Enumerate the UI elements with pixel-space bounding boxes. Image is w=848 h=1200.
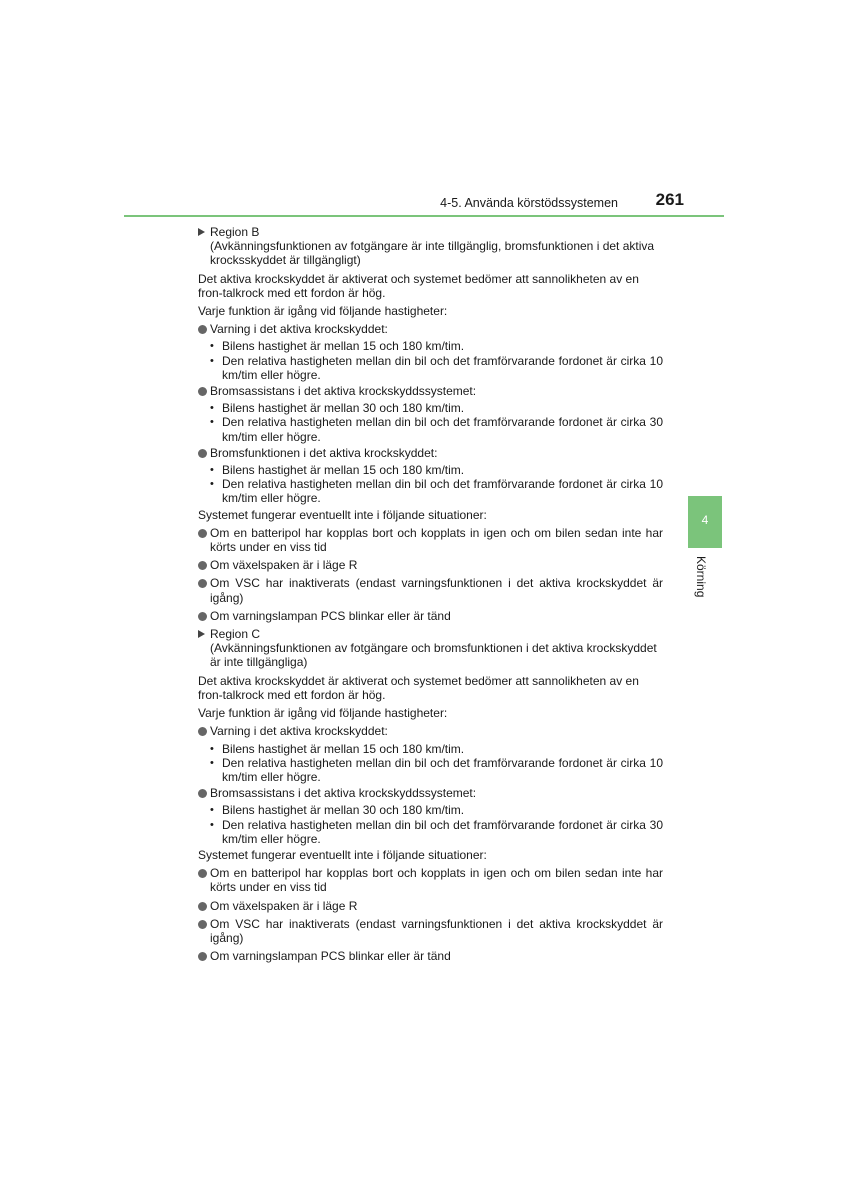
region-c-heading [198, 627, 663, 670]
region-b-heading [198, 225, 663, 268]
function-title: Bromsassistans i det aktiva krockskyddssystemet: [210, 384, 477, 399]
region-b-situations-intro: Systemet fungerar eventuellt inte i följande situationer: [198, 507, 487, 522]
region-b-function-1 [198, 322, 663, 382]
region-c-intro: Det aktiva krockskyddet är aktiverat och systemet bedömer att sannolikheten av en fron-talkrock med ett fordon är hög. [198, 673, 639, 702]
list-item: • Den relativa hastigheten mellan din bil och det framförvarande fordonet är cirka 30 km/tim eller högre. [210, 817, 663, 846]
region-b-intro: Det aktiva krockskyddet är aktiverat och systemet bedömer att sannolikheten av en fron-talkrock med ett fordon är hög. [198, 271, 639, 300]
list-item: • Den relativa hastigheten mellan din bil och det framförvarande fordonet är cirka 10 km/tim eller högre. [210, 353, 663, 382]
list-item: • Den relativa hastigheten mellan din bil och det framförvarande fordonet är cirka 30 km/tim eller högre. [210, 415, 663, 444]
chapter-tab [688, 496, 722, 548]
function-title: Varning i det aktiva krockskyddet: [210, 322, 388, 337]
circle-bullet-icon [198, 869, 207, 878]
situation-item: Om växelspaken är i läge R [198, 899, 663, 913]
list-item: • Bilens hastighet är mellan 15 och 180 km/tim. [210, 339, 465, 354]
function-title: Bromsfunktionen i det aktiva krockskyddet: [210, 445, 438, 460]
list-item: • Bilens hastighet är mellan 15 och 180 km/tim. [210, 463, 465, 478]
situation-item: Om växelspaken är i läge R [198, 558, 663, 572]
region-b-speeds-intro: Varje funktion är igång vid följande hastigheter: [198, 304, 448, 319]
page-number: 261 [655, 190, 684, 209]
circle-bullet-icon [198, 612, 207, 621]
situation-item: Om VSC har inaktiverats (endast varningsfunktionen i det aktiva krockskyddet är igång) [198, 917, 663, 945]
region-c-situations-intro: Systemet fungerar eventuellt inte i följande situationer: [198, 847, 487, 862]
list-item: • Bilens hastighet är mellan 30 och 180 km/tim. [210, 803, 465, 818]
region-b-function-3 [198, 446, 663, 506]
region-b-subtitle: (Avkänningsfunktionen av fotgängare är inte tillgänglig, bromsfunktionen i det aktiva krocksskyddet är tillgängligt) [210, 239, 655, 268]
list-item: • Den relativa hastigheten mellan din bil och det framförvarande fordonet är cirka 10 km/tim eller högre. [210, 477, 663, 506]
triangle-bullet-icon [198, 228, 205, 236]
region-c-subtitle: (Avkänningsfunktionen av fotgängare och bromsfunktionen i det aktiva krockskyddet är inte tillgängliga) [210, 641, 657, 670]
circle-bullet-icon [198, 529, 207, 538]
region-c-function-2 [198, 786, 663, 846]
situation-item: Om varningslampan PCS blinkar eller är tänd [198, 949, 663, 963]
section-title: 4-5. Använda körstödssystemen [440, 196, 618, 210]
region-b-function-2 [198, 384, 663, 444]
situation-item: Om en batteripol har kopplas bort och kopplats in igen och om bilen sedan inte har körts under en viss tid [198, 526, 663, 554]
triangle-bullet-icon [198, 630, 205, 638]
list-item: • Den relativa hastigheten mellan din bil och det framförvarande fordonet är cirka 10 km/tim eller högre. [210, 755, 663, 784]
region-c-title: Region C [210, 627, 261, 642]
circle-bullet-icon [198, 561, 207, 570]
chapter-label: Körning [694, 556, 708, 598]
circle-bullet-icon [198, 449, 207, 458]
situation-item: Om VSC har inaktiverats (endast varningsfunktionen i det aktiva krockskyddet är igång) [198, 576, 663, 604]
header-rule [124, 215, 724, 217]
region-c-function-1 [198, 724, 663, 784]
region-c-speeds-intro: Varje funktion är igång vid följande hastigheter: [198, 706, 448, 721]
circle-bullet-icon [198, 952, 207, 961]
situation-item: Om en batteripol har kopplas bort och kopplats in igen och om bilen sedan inte har körts under en viss tid [198, 866, 663, 894]
function-title: Varning i det aktiva krockskyddet: [210, 724, 388, 739]
situation-item: Om varningslampan PCS blinkar eller är tänd [198, 609, 663, 623]
chapter-number: 4 [701, 513, 709, 527]
circle-bullet-icon [198, 920, 207, 929]
region-b-title: Region B [210, 225, 260, 239]
circle-bullet-icon [198, 902, 207, 911]
function-title: Bromsassistans i det aktiva krockskyddssystemet: [210, 786, 477, 801]
list-item: • Bilens hastighet är mellan 15 och 180 km/tim. [210, 741, 465, 756]
circle-bullet-icon [198, 789, 207, 798]
circle-bullet-icon [198, 727, 207, 736]
list-item: • Bilens hastighet är mellan 30 och 180 km/tim. [210, 401, 465, 416]
circle-bullet-icon [198, 387, 207, 396]
page-content [198, 225, 663, 967]
page-header [124, 190, 684, 216]
circle-bullet-icon [198, 579, 207, 588]
circle-bullet-icon [198, 325, 207, 334]
